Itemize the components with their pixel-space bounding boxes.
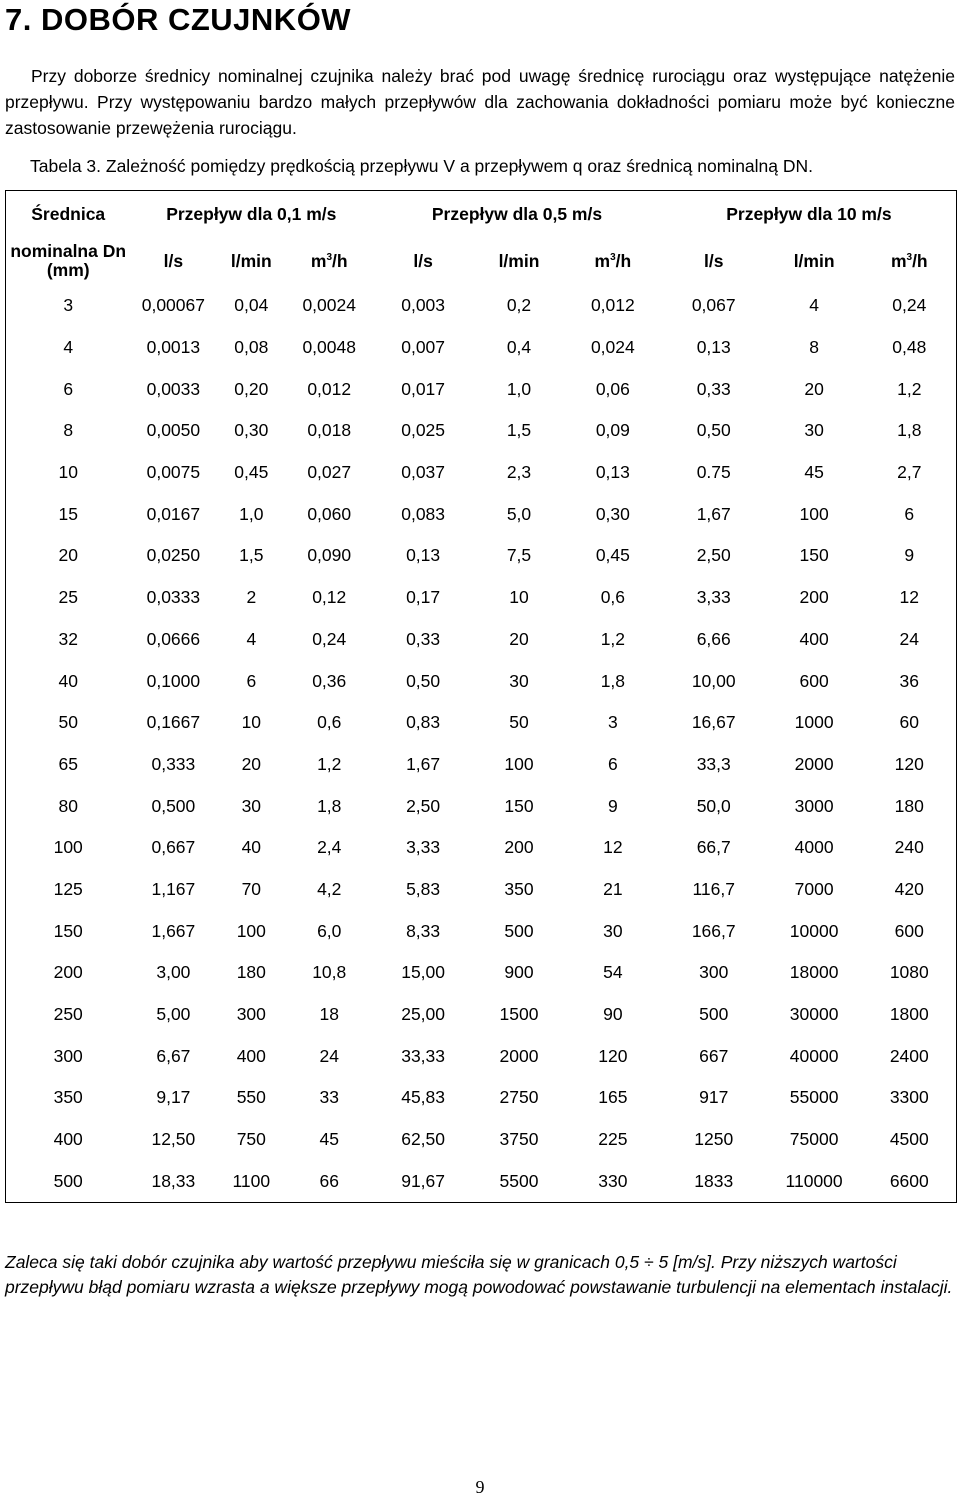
table-cell: 0,06 xyxy=(595,378,630,399)
intro-paragraph: Przy doborze średnicy nominalnej czujnika należy brać pod uwagę średnicę rurociągu oraz występujące natężenie przepływu. Przy występowaniu bardzo małych przepływów dla zachowania dokładności pomiaru może być konieczne zastosowanie przewężenia rurociągu. xyxy=(5,66,955,138)
diameter-cell: 8 xyxy=(63,420,74,441)
table-cell: 116,7 xyxy=(692,878,735,899)
table-cell: 15,00 xyxy=(401,962,446,983)
table-row xyxy=(6,994,957,1036)
table-cell: 100 xyxy=(236,920,266,941)
table-cell: 3,33 xyxy=(696,587,731,608)
table-row xyxy=(6,493,957,535)
table-cell: 4 xyxy=(809,295,819,316)
table-cell: 2000 xyxy=(794,753,834,774)
diameter-cell: 4 xyxy=(63,337,74,358)
table-cell: 120 xyxy=(598,1045,628,1066)
table-cell: 550 xyxy=(236,1087,266,1108)
table-cell: 2000 xyxy=(499,1045,539,1066)
table-cell: 165 xyxy=(598,1087,628,1108)
diameter-cell: 10 xyxy=(58,462,78,483)
table-cell: 100 xyxy=(799,503,829,524)
unit-m3h: $m^3/h$ xyxy=(594,250,632,271)
table-row xyxy=(6,660,957,702)
table-cell: 0,0048 xyxy=(302,337,356,358)
table-cell: 180 xyxy=(236,962,266,983)
table-cell: 0,33 xyxy=(406,628,441,649)
table-cell: 4 xyxy=(246,628,257,649)
group-header-0-1: Przepływ dla 0,1 m/s xyxy=(166,203,337,224)
table-cell: 0,83 xyxy=(406,712,441,733)
table-cell: 20 xyxy=(241,753,262,774)
diameter-cell: 400 xyxy=(53,1129,83,1150)
table-row xyxy=(6,910,957,952)
table-cell: 0,0050 xyxy=(146,420,201,441)
table-cell: 0,012 xyxy=(590,295,635,316)
table-cell: 9 xyxy=(607,795,618,816)
table-cell: 0,500 xyxy=(151,795,196,816)
table-row xyxy=(6,827,957,869)
table-cell: 6 xyxy=(904,503,915,524)
table-cell: 55000 xyxy=(789,1087,839,1108)
table-cell: 1,8 xyxy=(897,420,922,441)
section-title: 7. DOBÓR CZUJNKÓW xyxy=(5,2,352,37)
table-cell: 166,7 xyxy=(691,920,736,941)
table-cell: 1800 xyxy=(889,1004,929,1025)
table-cell: 45,83 xyxy=(401,1087,446,1108)
table-cell: 0,037 xyxy=(401,462,446,483)
table-cell: 2,7 xyxy=(897,462,922,483)
table-cell: 12 xyxy=(899,587,920,608)
table-cell: 750 xyxy=(236,1129,266,1150)
table-cell: 2750 xyxy=(499,1087,539,1108)
table-cell: 0,0024 xyxy=(302,295,356,316)
table-cell: 1,5 xyxy=(506,420,532,441)
table-cell: 30 xyxy=(603,920,623,941)
table-cell: 90 xyxy=(603,1004,623,1025)
diameter-header: Średnica xyxy=(31,203,106,224)
table-cell: 0,24 xyxy=(892,295,927,316)
table-cell: 0,012 xyxy=(307,378,352,399)
diameter-cell: 15 xyxy=(58,503,78,524)
table-cell: 2,4 xyxy=(317,837,342,858)
table-cell: 0,0013 xyxy=(146,337,201,358)
table-cell: 60 xyxy=(899,712,920,733)
table-cell: 6 xyxy=(246,670,257,691)
diameter-cell: 25 xyxy=(58,587,78,608)
table-cell: 110000 xyxy=(785,1170,843,1191)
diameter-cell: 6 xyxy=(63,378,74,399)
table-cell: 10000 xyxy=(789,920,839,941)
table-cell: 900 xyxy=(504,962,534,983)
table-cell: 91,67 xyxy=(401,1170,446,1191)
table-cell: 1,5 xyxy=(239,545,264,566)
table-cell: 33,33 xyxy=(401,1045,446,1066)
table-cell: 1,2 xyxy=(600,628,626,649)
table-cell: 45 xyxy=(804,462,824,483)
note-paragraph: Zaleca się taki dobór czujnika aby wartość przepływu mieściła się w granicach 0,5 ÷ 5 [m/s]. Przy niższych wartości przepływu błąd pomiaru wzrasta a większe przepływy mogą powodować powstawanie turbulencji na elementach instalacji. xyxy=(5,1252,953,1297)
table-cell: 45 xyxy=(319,1129,339,1150)
table-cell: 400 xyxy=(799,628,829,649)
table-cell: 1250 xyxy=(694,1129,734,1150)
unit-ls: l/s xyxy=(163,250,184,271)
diameter-cell: 20 xyxy=(58,545,78,566)
table-cell: 66 xyxy=(319,1170,339,1191)
table-cell: 330 xyxy=(598,1170,628,1191)
table-cell: 0,1000 xyxy=(146,670,201,691)
table-cell: 240 xyxy=(894,837,924,858)
table-cell: 0,30 xyxy=(234,420,269,441)
table-cell: 2,3 xyxy=(506,462,532,483)
table-row xyxy=(6,952,957,994)
group-header-row xyxy=(6,191,957,238)
table-cell: 0,090 xyxy=(307,545,352,566)
table-cell: 0,060 xyxy=(307,503,352,524)
table-cell: 150 xyxy=(799,545,829,566)
table-cell: 100 xyxy=(504,753,534,774)
table-cell: 600 xyxy=(894,920,924,941)
table-cell: 0,00067 xyxy=(141,295,205,316)
table-cell: 1,67 xyxy=(696,503,731,524)
table-cell: 1,2 xyxy=(897,378,922,399)
unit-m3h: $m^3/h$ xyxy=(310,250,348,271)
table-cell: 0,0333 xyxy=(146,587,201,608)
table-cell: 300 xyxy=(236,1004,266,1025)
table-cell: 7000 xyxy=(794,878,834,899)
table-row xyxy=(6,869,957,911)
table-cell: 50,0 xyxy=(696,795,731,816)
table-cell: 2 xyxy=(246,587,257,608)
table-row xyxy=(6,452,957,494)
table-cell: 0,017 xyxy=(401,378,446,399)
table-cell: 1,67 xyxy=(406,753,441,774)
table-cell: 1100 xyxy=(232,1170,271,1191)
table-cell: 1,0 xyxy=(239,503,264,524)
table-cell: 0,36 xyxy=(312,670,347,691)
table-cell: 0.75 xyxy=(696,462,731,483)
diameter-cell: 100 xyxy=(53,837,83,858)
table-cell: 8,33 xyxy=(406,920,441,941)
table-cell: 40 xyxy=(241,837,262,858)
table-row xyxy=(6,785,957,827)
table-cell: 0,6 xyxy=(317,712,342,733)
table-row xyxy=(6,1035,957,1077)
unit-lmin: l/min xyxy=(793,250,835,271)
table-cell: 0,50 xyxy=(696,420,731,441)
table-cell: 0,667 xyxy=(151,837,196,858)
table-cell: 3 xyxy=(607,712,618,733)
table-row xyxy=(6,535,957,577)
diameter-cell: 150 xyxy=(53,920,83,941)
unit-m3h: $m^3/h$ xyxy=(890,250,928,271)
table-cell: 2,50 xyxy=(406,795,441,816)
diameter-subheader: nominalna Dn (mm) xyxy=(10,241,127,280)
table-cell: 420 xyxy=(894,878,924,899)
table-cell: 0,45 xyxy=(234,462,269,483)
table-cell: 0,33 xyxy=(696,378,731,399)
table-cell: 30 xyxy=(509,670,529,691)
diameter-cell: 350 xyxy=(53,1087,83,1108)
table-cell: 30 xyxy=(241,795,262,816)
table-cell: 0,13 xyxy=(595,462,630,483)
table-cell: 3300 xyxy=(889,1087,929,1108)
table-cell: 12,50 xyxy=(151,1129,196,1150)
table-cell: 0,45 xyxy=(595,545,630,566)
table-cell: 9,17 xyxy=(156,1087,191,1108)
table-cell: 2400 xyxy=(889,1045,929,1066)
table-cell: 500 xyxy=(504,920,534,941)
unit-ls: l/s xyxy=(413,250,433,271)
table-cell: 0,0167 xyxy=(146,503,201,524)
unit-lmin: l/min xyxy=(230,250,272,271)
table-row xyxy=(6,702,957,744)
table-cell: 1,2 xyxy=(317,753,342,774)
diameter-cell: 32 xyxy=(58,628,78,649)
table-cell: 0,1667 xyxy=(146,712,201,733)
table-cell: 10 xyxy=(241,712,262,733)
table-cell: 0,025 xyxy=(401,420,446,441)
table-cell: 0,0666 xyxy=(146,628,201,649)
table-cell: 1080 xyxy=(889,962,929,983)
table-cell: 5500 xyxy=(499,1170,539,1191)
table-cell: 3,00 xyxy=(156,962,191,983)
table-row xyxy=(6,285,957,327)
table-cell: 0,30 xyxy=(595,503,630,524)
table-cell: 180 xyxy=(894,795,924,816)
table-cell: 36 xyxy=(899,670,920,691)
table-cell: 1,167 xyxy=(151,878,196,899)
flow-table xyxy=(5,190,957,1203)
table-cell: 24 xyxy=(319,1045,339,1066)
table-cell: 225 xyxy=(598,1129,628,1150)
table-cell: 12 xyxy=(603,837,623,858)
table-cell: 70 xyxy=(241,878,262,899)
table-cell: 0,48 xyxy=(892,337,927,358)
table-cell: 9 xyxy=(904,545,915,566)
table-cell: 0,13 xyxy=(406,545,441,566)
table-cell: 2,50 xyxy=(696,545,731,566)
table-cell: 600 xyxy=(799,670,829,691)
table-row xyxy=(6,410,957,452)
table-row xyxy=(6,744,957,786)
table-cell: 0,333 xyxy=(151,753,196,774)
table-cell: 10,00 xyxy=(691,670,736,691)
table-cell: 0,24 xyxy=(312,628,347,649)
table-cell: 0,4 xyxy=(506,337,532,358)
table-cell: 0,083 xyxy=(401,503,446,524)
table-caption: Tabela 3. Zależność pomiędzy prędkością przepływu V a przepływem q oraz średnicą nominalną DN. xyxy=(30,156,814,176)
table-cell: 0,17 xyxy=(406,587,441,608)
table-cell: 0,20 xyxy=(234,378,269,399)
table-cell: 300 xyxy=(699,962,729,983)
group-header-10: Przepływ dla 10 m/s xyxy=(726,203,892,224)
table-cell: 24 xyxy=(899,628,920,649)
diameter-cell: 500 xyxy=(53,1170,83,1191)
table-cell: 5,00 xyxy=(156,1004,191,1025)
table-cell: 18 xyxy=(319,1004,339,1025)
table-cell: 8 xyxy=(809,337,819,358)
table-cell: 667 xyxy=(699,1045,729,1066)
table-cell: 1,8 xyxy=(600,670,626,691)
diameter-cell: 65 xyxy=(58,753,78,774)
table-cell: 30 xyxy=(804,420,824,441)
table-cell: 200 xyxy=(799,587,829,608)
diameter-cell: 3 xyxy=(63,295,74,316)
table-cell: 0,09 xyxy=(595,420,630,441)
table-cell: 5,0 xyxy=(506,503,532,524)
table-row xyxy=(6,327,957,369)
table-row xyxy=(6,368,957,410)
table-cell: 6,67 xyxy=(156,1045,191,1066)
table-cell: 5,83 xyxy=(406,878,441,899)
table-cell: 0,003 xyxy=(401,295,446,316)
table-cell: 350 xyxy=(504,878,534,899)
table-cell: 0,08 xyxy=(234,337,269,358)
table-cell: 7,5 xyxy=(506,545,532,566)
table-row xyxy=(6,1160,957,1202)
table-cell: 150 xyxy=(504,795,534,816)
table-cell: 120 xyxy=(894,753,924,774)
table-cell: 1000 xyxy=(794,712,834,733)
diameter-cell: 250 xyxy=(53,1004,83,1025)
table-cell: 18,33 xyxy=(151,1170,196,1191)
table-cell: 21 xyxy=(603,878,623,899)
table-cell: 3,33 xyxy=(406,837,441,858)
page-number: 9 xyxy=(475,1477,485,1497)
table-row xyxy=(6,577,957,619)
table-cell: 6,66 xyxy=(696,628,731,649)
table-cell: 1,0 xyxy=(506,378,532,399)
table-cell: 33 xyxy=(319,1087,339,1108)
table-cell: 0,0250 xyxy=(146,545,201,566)
table-cell: 1500 xyxy=(499,1004,539,1025)
table-cell: 6,0 xyxy=(317,920,342,941)
table-cell: 20 xyxy=(509,628,529,649)
table-cell: 40000 xyxy=(789,1045,839,1066)
table-cell: 500 xyxy=(699,1004,729,1025)
table-cell: 4,2 xyxy=(317,878,342,899)
diameter-cell: 80 xyxy=(58,795,78,816)
table-cell: 4000 xyxy=(794,837,834,858)
unit-header-row xyxy=(6,237,957,285)
table-cell: 25,00 xyxy=(401,1004,446,1025)
table-cell: 6600 xyxy=(889,1170,929,1191)
table-cell: 0,027 xyxy=(307,462,352,483)
diameter-cell: 50 xyxy=(58,712,78,733)
table-cell: 54 xyxy=(603,962,623,983)
table-cell: 400 xyxy=(236,1045,266,1066)
table-cell: 0,13 xyxy=(696,337,731,358)
table-cell: 62,50 xyxy=(401,1129,446,1150)
table-cell: 3000 xyxy=(794,795,834,816)
table-cell: 1,667 xyxy=(151,920,196,941)
table-cell: 4500 xyxy=(889,1129,929,1150)
table-cell: 0,2 xyxy=(506,295,532,316)
unit-ls: l/s xyxy=(703,250,724,271)
table-cell: 0,018 xyxy=(307,420,352,441)
table-body xyxy=(6,285,957,1203)
table-row xyxy=(6,619,957,661)
table-cell: 75000 xyxy=(789,1129,839,1150)
table-row xyxy=(6,1077,957,1119)
table-cell: 0,50 xyxy=(406,670,441,691)
table-cell: 33,3 xyxy=(696,753,731,774)
table-cell: 1833 xyxy=(694,1170,734,1191)
table-cell: 0,6 xyxy=(600,587,626,608)
table-row xyxy=(6,1119,957,1161)
table-cell: 18000 xyxy=(789,962,839,983)
table-cell: 0,0075 xyxy=(146,462,201,483)
table-cell: 50 xyxy=(509,712,529,733)
table-cell: 200 xyxy=(504,837,534,858)
table-cell: 10 xyxy=(509,587,529,608)
group-header-0-5: Przepływ dla 0,5 m/s xyxy=(431,203,603,224)
table-cell: 1,8 xyxy=(317,795,342,816)
table-cell: 66,7 xyxy=(696,837,731,858)
diameter-cell: 125 xyxy=(53,878,83,899)
table-cell: 0,067 xyxy=(691,295,736,316)
table-cell: 0,0033 xyxy=(146,378,201,399)
table-cell: 917 xyxy=(699,1087,729,1108)
table-cell: 0,007 xyxy=(401,337,446,358)
table-cell: 0,04 xyxy=(234,295,269,316)
table-cell: 0,024 xyxy=(590,337,635,358)
table-cell: 6 xyxy=(607,753,618,774)
table-cell: 30000 xyxy=(789,1004,839,1025)
table-cell: 0,12 xyxy=(312,587,347,608)
diameter-cell: 40 xyxy=(58,670,78,691)
table-cell: 16,67 xyxy=(691,712,736,733)
table-cell: 3750 xyxy=(499,1129,539,1150)
unit-lmin: l/min xyxy=(498,250,540,271)
diameter-cell: 200 xyxy=(53,962,83,983)
table-cell: 10,8 xyxy=(312,962,347,983)
table-cell: 20 xyxy=(804,378,824,399)
diameter-cell: 300 xyxy=(53,1045,83,1066)
